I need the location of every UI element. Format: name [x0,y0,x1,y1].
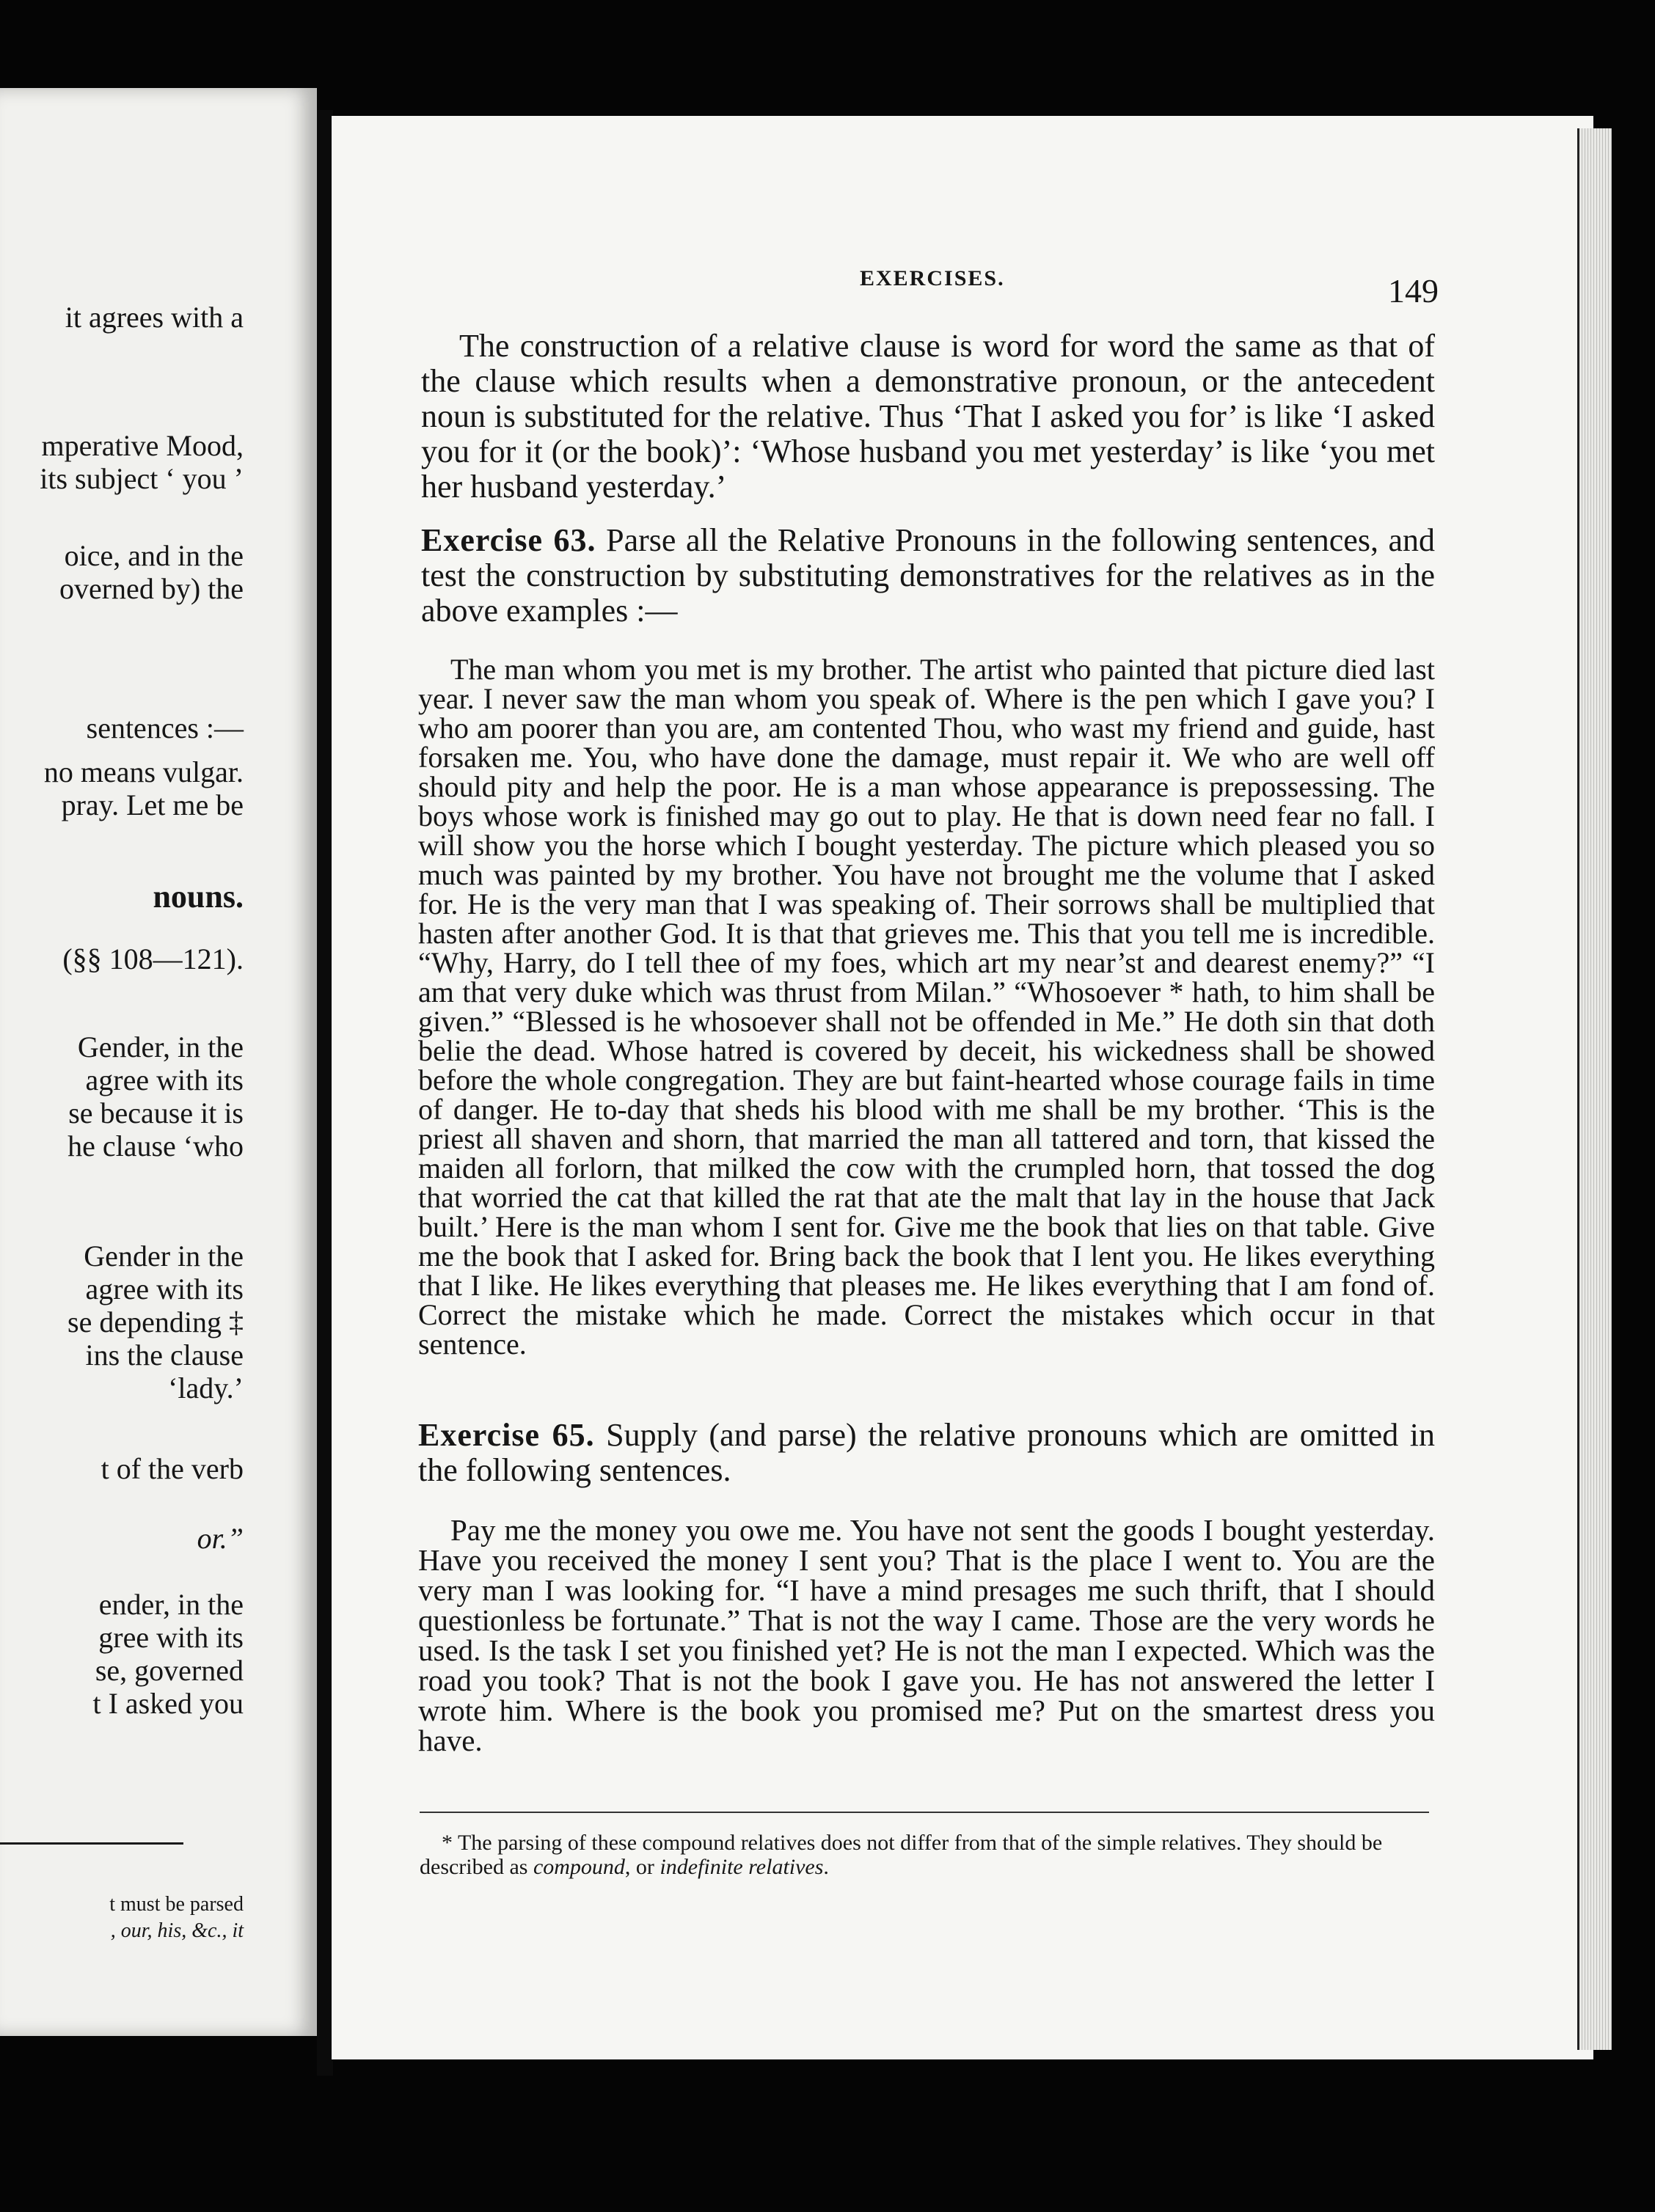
left-page-line: se depending ‡ [67,1305,244,1338]
page-edges [1577,128,1612,2050]
exercise-65-heading [418,1418,1435,1488]
exercise-63-label: Exercise 63. [421,522,596,558]
left-page-footnote-rule [0,1842,183,1845]
footnote-rule [420,1812,1429,1813]
left-page-line: he clause ‘who [67,1129,244,1162]
footnote-text: * The parsing of these compound relatives does not differ from that of the simple relatives. They should be described as [420,1831,1383,1879]
left-page-line: ins the clause [85,1338,244,1371]
exercise-63-heading [421,523,1435,629]
left-page-line: mperative Mood, [41,429,244,462]
left-page-line: Gender, in the [77,1030,244,1063]
footnote-text: , or [624,1855,660,1879]
footnote-text: . [823,1855,829,1879]
left-page-line: Gender in the [84,1239,244,1272]
left-page [0,88,317,2036]
running-head: EXERCISES. [860,266,1005,290]
left-page-line: t I asked you [92,1687,244,1720]
left-page-line: no means vulgar. [43,755,244,788]
intro-paragraph: The construction of a relative clause is word for word the same as that of the clause which results when a demonstrative pronoun, or the antecedent noun is substituted for the relative. Thus ‘That I asked you for’ is like ‘I asked you for it (or the book)’: ‘Whose husband you met yesterday’ is like ‘you met her husband yesterday.’ [421,328,1435,505]
left-page-line: or.” [197,1522,244,1555]
left-page-line: its subject ‘ you ’ [40,462,244,495]
left-page-line: se because it is [68,1096,244,1129]
left-page-footnote-line: , our, his, &c., it [110,1919,244,1942]
exercise-65-body: Pay me the money you owe me. You have not sent the goods I bought yesterday. Have you received the money I sent you? That is the place I went to. You are the very man I was looking for. “I have a mind presages me such thrift, that I should questionless be fortunate.” That is not the way I came. Those are the very words he used. Is the task I set you finished yet? He is not the man I expected. Which was the road you took? That is not the book I gave you. He has not answered the letter I wrote him. Where is the book you promised me? Put on the smartest dress you have. [418,1513,1435,1757]
left-page-line: ender, in the [98,1588,244,1621]
left-page-line: gree with its [98,1621,244,1654]
left-page-line: t of the verb [101,1452,244,1485]
left-page-line: ‘lady.’ [168,1371,244,1405]
left-page-line: overned by) the [59,572,244,605]
left-page-line: se, governed [95,1654,244,1687]
left-page-heading: nouns. [153,879,244,915]
left-page-line: sentences :— [86,711,244,744]
footnote-term-compound: compound [533,1855,625,1879]
exercise-63-body: The man whom you met is my brother. The artist who painted that picture died last year. I never saw the man whom you speak of. Where is the pen which I gave you? I who am poorer than you are, am contented Thou, who wast my friend and guide, hast forsaken me. You, who have done the damage, must repair it. We who are well off should pity and help the poor. He is a man whose appearance is prepossessing. The boys whose work is finished may go out to play. He that is down need fear no fall. I will show you the horse which I bought yesterday. The picture which pleased you so much was painted by my brother. You have not brought me the volume that I asked for. He is the very man that I was speaking of. Their sorrows shall be multiplied that hasten after another God. It is that that grieves me. This that you tell me is incredible. “Why, Harry, do I tell thee of my foes, which art my near’st and dearest enemy?” “I am that very duke which was thrust from Milan.” “Whosoever * hath, to him shall be given.” “Blessed is he whosoever shall not be offended in Me.” He doth sin that doth belie the dead. Whose hatred is covered by deceit, his wickedness shall be showed before the whole congregation. They are but faint-hearted whose courage fails in time of danger. He to-day that sheds his blood with me shall be my brother. ‘This is the priest all shaven and shorn, that married the man all tattered and torn, that kissed the maiden all forlorn, that milked the cow with the crumpled horn, that tossed the dog that worried the cat that killed the rat that ate the malt that lay in the house that Jack built.’ Here is the man whom I sent for. Give me the book that lies on that table. Give me the book that I asked for. Bring back the book that I lent you. He likes everything that I like. He likes everything that pleases me. He likes everything that I am fond of. Correct the mistake which he made. Correct the mistakes which occur in that sentence. [418,653,1435,1360]
exercise-63-instruction: Parse all the Relative Pronouns in the following sentences, and test the construction by substituting demonstratives for the relatives as in the above examples :— [421,522,1436,629]
footnote [420,1831,1439,1879]
book-gutter [317,110,333,2076]
left-page-line: pray. Let me be [61,788,244,821]
exercise-65-label: Exercise 65. [418,1417,595,1453]
left-page-line: agree with its [85,1272,244,1305]
left-page-footnote-line: t must be parsed [109,1893,244,1916]
left-page-line: it agrees with a [65,301,244,334]
page-number: 149 [1388,272,1439,310]
exercise-65-instruction: Supply (and parse) the relative pronouns which are omitted in the following sentences. [418,1417,1435,1488]
left-page-line: (§§ 108—121). [62,942,244,975]
left-page-line: oice, and in the [64,539,244,572]
footnote-term-indefinite: indefinite relatives [660,1855,824,1879]
left-page-line: agree with its [85,1063,244,1096]
right-page [332,116,1593,2059]
